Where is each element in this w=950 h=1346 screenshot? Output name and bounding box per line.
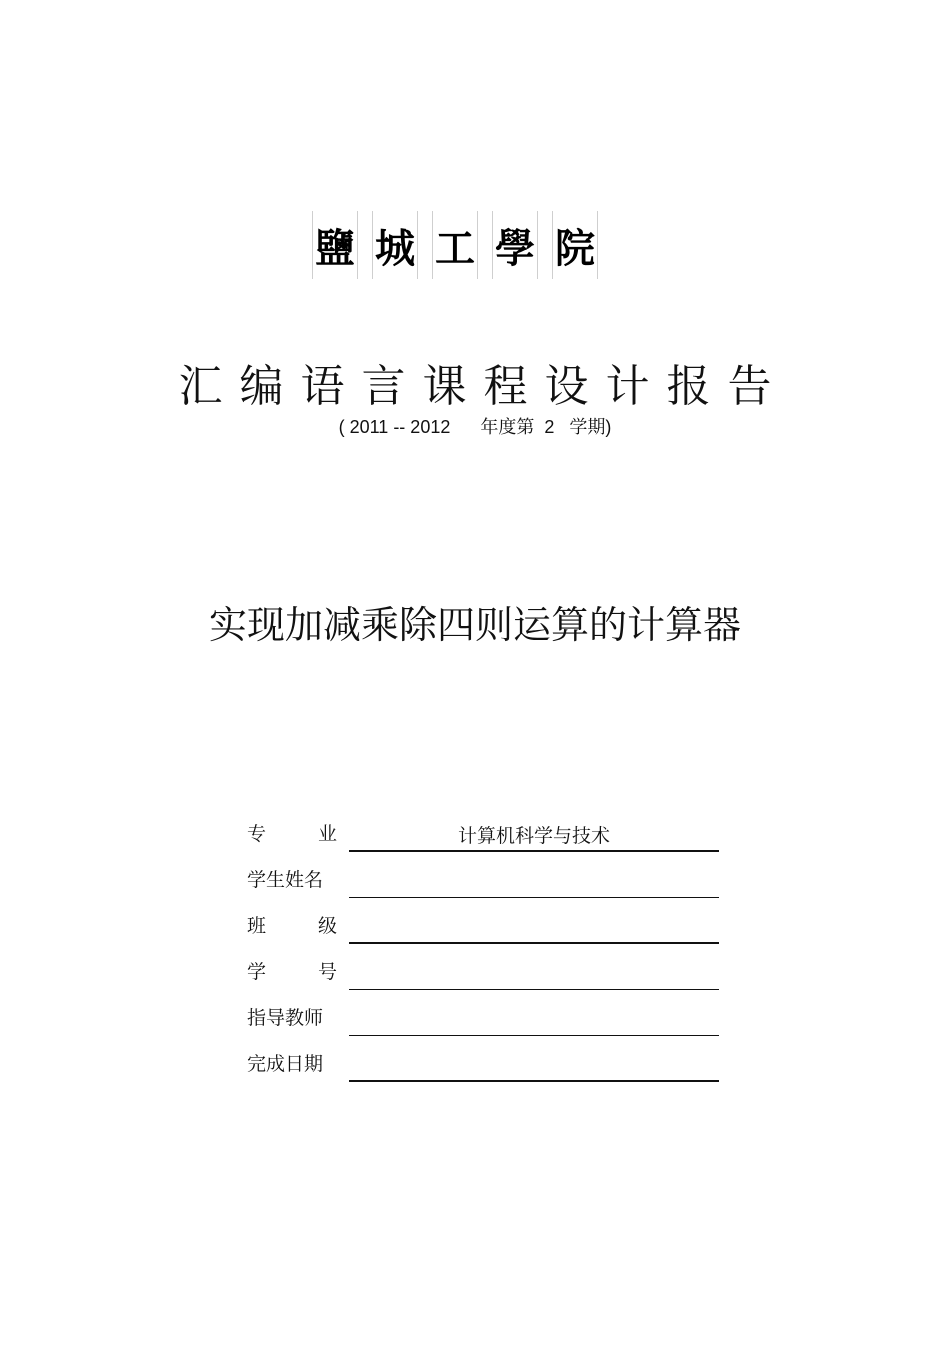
logo-char: 院 bbox=[552, 211, 598, 279]
label-part: 班 bbox=[247, 915, 267, 937]
label-part: 完成日期 bbox=[247, 1053, 324, 1075]
info-label bbox=[247, 911, 337, 944]
info-row-student-id bbox=[247, 944, 719, 990]
label-part: 学生姓名 bbox=[247, 869, 324, 891]
info-label bbox=[247, 1003, 337, 1036]
info-row-student-name bbox=[247, 852, 719, 898]
label-part: 号 bbox=[317, 961, 337, 983]
label-part: 学 bbox=[247, 961, 267, 983]
info-value-class bbox=[349, 912, 719, 944]
info-row-advisor bbox=[247, 990, 719, 1036]
logo-char: 工 bbox=[432, 211, 478, 279]
label-part: 专 bbox=[247, 823, 267, 845]
info-value-major: 计算机科学与技术 bbox=[349, 820, 719, 852]
info-value-student-name bbox=[349, 866, 719, 898]
college-logo bbox=[312, 211, 598, 279]
logo-char: 學 bbox=[492, 211, 538, 279]
info-row-completion-date bbox=[247, 1036, 719, 1082]
logo-char: 城 bbox=[372, 211, 418, 279]
info-value-advisor bbox=[349, 1004, 719, 1036]
student-info-table bbox=[247, 806, 719, 1082]
label-part: 指导教师 bbox=[247, 1007, 324, 1029]
info-row-major bbox=[247, 806, 719, 852]
info-value-student-id bbox=[349, 958, 719, 990]
info-label bbox=[247, 865, 337, 898]
info-label bbox=[247, 957, 337, 990]
logo-char: 鹽 bbox=[312, 211, 358, 279]
info-row-class bbox=[247, 898, 719, 944]
info-label bbox=[247, 819, 337, 852]
report-title: 汇编语言课程设计报告 bbox=[178, 361, 789, 412]
label-part: 级 bbox=[317, 915, 337, 937]
info-value-completion-date bbox=[349, 1050, 719, 1082]
label-part: 业 bbox=[317, 823, 337, 845]
info-label bbox=[247, 1049, 337, 1082]
report-subtitle: ( 2011 -- 2012 年度第 2 学期) bbox=[338, 417, 612, 437]
project-title: 实现加减乘除四则运算的计算器 bbox=[208, 603, 741, 647]
